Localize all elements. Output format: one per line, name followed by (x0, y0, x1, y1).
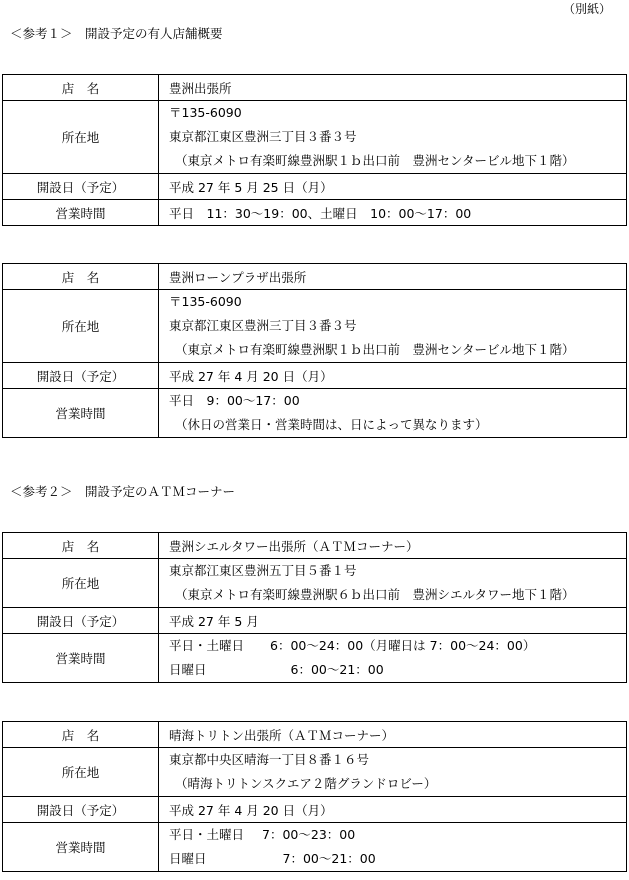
section1-heading: ＜参考１＞ 開設予定の有人店舗概要 (10, 26, 223, 41)
store-name: 豊洲出張所 (159, 75, 627, 101)
weekday-hours: 6：00～24：00（月曜日は 7：00～24：00） (270, 638, 536, 653)
address-cell (159, 748, 627, 797)
open-date-label: 開設日（予定） (3, 363, 159, 389)
name-label: 店 名 (3, 722, 159, 748)
table-row (3, 533, 627, 559)
weekday-label: 平日・土曜日 (169, 827, 245, 842)
access-info: （東京メトロ有楽町線豊洲駅６ｂ出口前 豊洲シエルタワー地下１階） (175, 587, 575, 602)
sunday-label: 日曜日 (169, 662, 207, 677)
name-label: 店 名 (3, 533, 159, 559)
table-row (3, 797, 627, 823)
store-table-toyosu-loan-plaza (2, 263, 627, 438)
table-row (3, 264, 627, 290)
address: 東京都江東区豊洲五丁目５番１号 (169, 563, 357, 578)
sunday-hours: 7：00～21：00 (282, 851, 376, 866)
weekday-hours: 7：00～23：00 (262, 827, 356, 842)
atm-name: 晴海トリトン出張所（ＡＴＭコーナー） (159, 722, 627, 748)
postal-code: 〒135-6090 (169, 294, 242, 309)
address-label: 所在地 (3, 101, 159, 174)
table-row (3, 290, 627, 363)
address-cell (159, 559, 627, 608)
atm-table-toyosu-ciel-tower (2, 532, 627, 683)
table-row (3, 389, 627, 438)
business-hours: 平日 11：30～19：00、土曜日 10：00～17：00 (159, 200, 627, 226)
business-hours-cell (159, 634, 627, 683)
address: 東京都中央区晴海一丁目８番１６号 (169, 752, 370, 767)
address-label: 所在地 (3, 748, 159, 797)
weekday-hours-line (169, 634, 626, 658)
sunday-hours-line (169, 847, 626, 871)
hours-note: （休日の営業日・営業時間は、日によって異なります） (175, 417, 488, 432)
sunday-hours-line (169, 658, 626, 682)
table-row (3, 559, 627, 608)
table-row (3, 101, 627, 174)
open-date-label: 開設日（予定） (3, 174, 159, 200)
hours-label: 営業時間 (3, 200, 159, 226)
open-date-label: 開設日（予定） (3, 608, 159, 634)
table-row (3, 200, 627, 226)
open-date: 平成 27 年 4 月 20 日（月） (159, 363, 627, 389)
table-row (3, 634, 627, 683)
store-table-toyosu (2, 74, 627, 226)
business-hours-cell (159, 389, 627, 438)
sunday-label: 日曜日 (169, 851, 207, 866)
table-row (3, 75, 627, 101)
section2-heading: ＜参考２＞ 開設予定のＡＴＭコーナー (10, 484, 236, 499)
open-date-label: 開設日（予定） (3, 797, 159, 823)
table-row (3, 823, 627, 872)
access-info: （東京メトロ有楽町線豊洲駅１ｂ出口前 豊洲センタービル地下１階） (175, 342, 575, 357)
table-row (3, 608, 627, 634)
postal-code: 〒135-6090 (169, 105, 242, 120)
hours-label: 営業時間 (3, 634, 159, 683)
open-date: 平成 27 年 5 月 25 日（月） (159, 174, 627, 200)
address-cell (159, 101, 627, 174)
open-date: 平成 27 年 4 月 20 日（月） (159, 797, 627, 823)
name-label: 店 名 (3, 264, 159, 290)
weekday-hours-line (169, 823, 626, 847)
weekday-label: 平日・土曜日 (169, 638, 245, 653)
hours-label: 営業時間 (3, 389, 159, 438)
open-date: 平成 27 年 5 月 (159, 608, 627, 634)
address-label: 所在地 (3, 290, 159, 363)
address: 東京都江東区豊洲三丁目３番３号 (169, 129, 357, 144)
table-row (3, 174, 627, 200)
table-row (3, 748, 627, 797)
attachment-note: （別紙） (562, 2, 611, 16)
atm-name: 豊洲シエルタワー出張所（ＡＴＭコーナー） (159, 533, 627, 559)
address-cell (159, 290, 627, 363)
store-name: 豊洲ローンプラザ出張所 (159, 264, 627, 290)
access-info: （東京メトロ有楽町線豊洲駅１ｂ出口前 豊洲センタービル地下１階） (175, 153, 575, 168)
access-info: （晴海トリトンスクエア２階グランドロビー） (175, 776, 437, 791)
name-label: 店 名 (3, 75, 159, 101)
business-hours: 平日 9：00～17：00 (169, 393, 300, 408)
hours-label: 営業時間 (3, 823, 159, 872)
sunday-hours: 6：00～21：00 (290, 662, 384, 677)
address: 東京都江東区豊洲三丁目３番３号 (169, 318, 357, 333)
table-row (3, 722, 627, 748)
address-label: 所在地 (3, 559, 159, 608)
atm-table-harumi-triton (2, 721, 627, 872)
table-row (3, 363, 627, 389)
business-hours-cell (159, 823, 627, 872)
